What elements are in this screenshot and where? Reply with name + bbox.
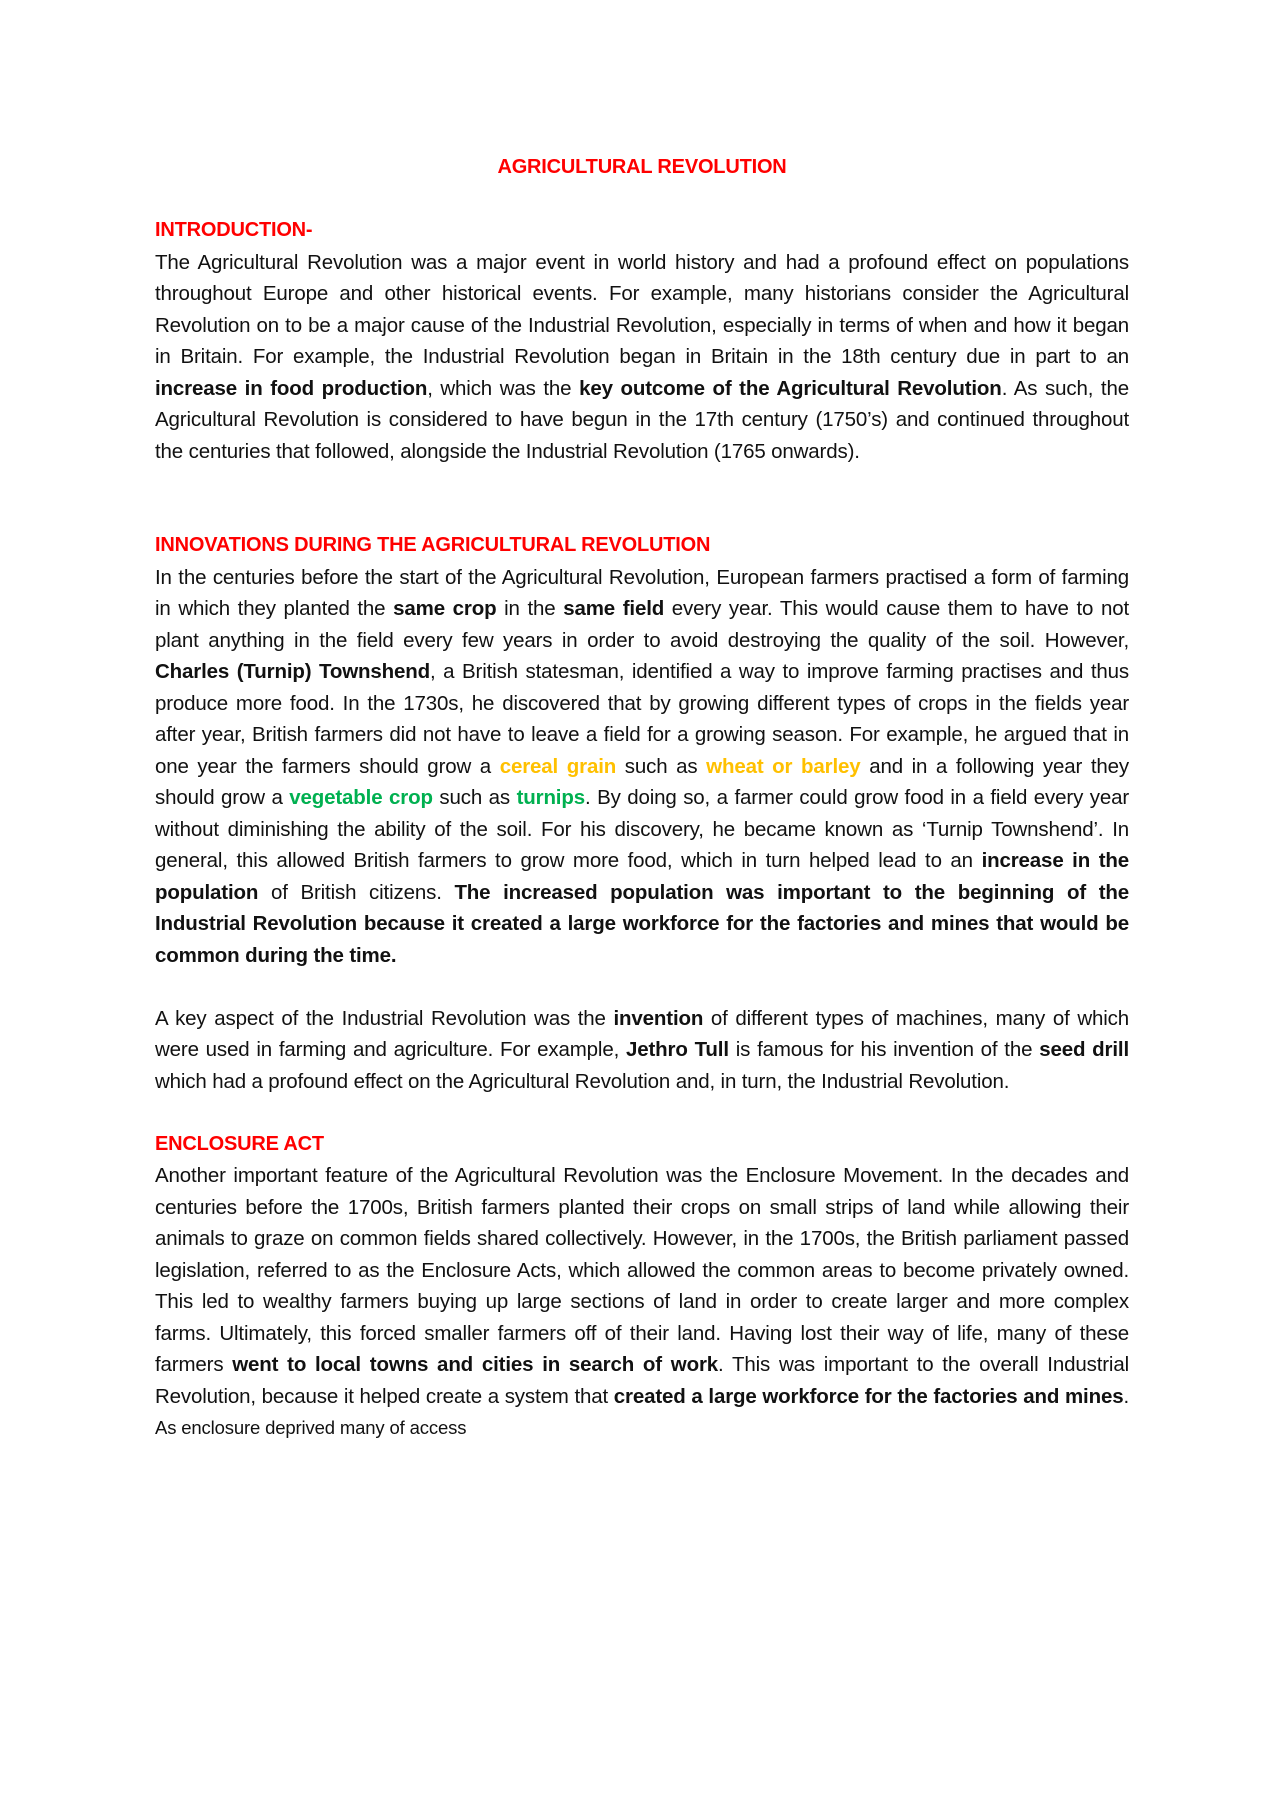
- text-run: in the: [496, 597, 564, 620]
- text-run: , which was the: [427, 376, 580, 400]
- text-run: . By doing so, a farmer could grow food in a field every year without diminishing the ability of the soil. For his discovery, he became known as ‘Turnip Townshend’. In general, this allowed British farmers to grow more food, which in turn helped lead to an: [155, 786, 1129, 872]
- text-run: such as: [432, 786, 517, 809]
- highlight-turnips: turnips: [516, 786, 585, 809]
- bold-text: same field: [563, 597, 665, 620]
- bold-text: went to local towns and cities in search of work: [232, 1353, 719, 1376]
- bold-text: invention: [613, 1006, 704, 1030]
- intro-paragraph: [155, 247, 1129, 468]
- innovations-paragraph-2: [155, 1003, 1129, 1098]
- section-heading-innovations: INNOVATIONS DURING THE AGRICULTURAL REVOLUTION: [155, 534, 711, 556]
- enclosure-paragraph: [155, 1160, 1129, 1444]
- text-run: every year. This would cause them to have to not plant anything in the field every few years in order to avoid destroying the quality of the soil. However,: [155, 597, 1129, 652]
- text-run: of different types of machines, many of which were used in farming and agriculture. For example,: [155, 1006, 1129, 1061]
- text-run: and in a following year they should grow a: [155, 754, 1129, 809]
- text-run: In the centuries before the start of the Agricultural Revolution, European farmers practised a form of farming in which they planted the: [155, 565, 1129, 620]
- bold-text: increase in food production: [155, 376, 428, 400]
- spacer: [155, 971, 1129, 1003]
- text-run: . As such, the Agricultural Revolution is considered to have begun in the 17th century (1750’s) and continued throughout the centuries that followed, alongside the Industrial Revolution (1765 onwards).: [155, 376, 1129, 463]
- text-run: which had a profound effect on the Agricultural Revolution and, in turn, the Industrial Revolution.: [155, 1069, 1010, 1093]
- bold-text: created a large workforce for the factories and mines: [613, 1384, 1124, 1408]
- text-run: , a British statesman, identified a way to improve farming practises and thus produce more food. In the 1730s, he discovered that by growing different types of crops in the fields year after year, British farmers did not have to leave a field for a growing season. For example, he argued that in one year the farmers should grow a: [155, 660, 1129, 778]
- highlight-wheat-or-barley: wheat or barley: [706, 754, 861, 778]
- bold-text: key outcome of the Agricultural Revolution: [579, 376, 1002, 400]
- spacer: [155, 1097, 1129, 1129]
- section-enclosure-act: [155, 1129, 1129, 1444]
- bold-text: Jethro Tull: [625, 1038, 729, 1061]
- bold-text: increase in the population: [155, 849, 1130, 904]
- section-heading-enclosure-act: ENCLOSURE ACT: [155, 1132, 324, 1155]
- text-run-small: As enclosure deprived many of access: [155, 1417, 467, 1438]
- innovations-paragraph-1: [155, 562, 1129, 972]
- spacer: [155, 467, 1129, 530]
- section-innovations: [155, 530, 1129, 1097]
- bold-text: seed drill: [1039, 1038, 1129, 1061]
- section-introduction: [155, 215, 1129, 467]
- highlight-cereal-grain: cereal grain: [499, 754, 617, 778]
- bold-text: Charles (Turnip) Townshend: [155, 660, 431, 683]
- bold-text: The increased population was important to the beginning of the Industrial Revolution because it created a large workforce for the factories and mines that would be common during the time.: [155, 880, 1129, 967]
- text-run: Another important feature of the Agricultural Revolution was the Enclosure Movement. In the decades and centuries before the 1700s, British farmers planted their crops on small strips of land while allowing their animals to graze on common fields shared collectively. However, in the 1700s, the British parliament passed legislation, referred to as the Enclosure Acts, which allowed the common areas to become privately owned. This led to wealthy farmers buying up large sections of land in order to create larger and more complex farms. Ultimately, this forced smaller farmers off of their land. Having lost their way of life, many of these farmers: [155, 1164, 1129, 1376]
- document-title: AGRICULTURAL REVOLUTION: [497, 156, 787, 178]
- highlight-vegetable-crop: vegetable crop: [289, 786, 433, 809]
- text-run: .: [1123, 1384, 1129, 1408]
- text-run: is famous for his invention of the: [728, 1038, 1040, 1061]
- section-heading-introduction: INTRODUCTION-: [155, 219, 313, 241]
- text-run: A key aspect of the Industrial Revolution was the: [155, 1006, 614, 1030]
- text-run: of British citizens.: [258, 880, 455, 904]
- text-run: such as: [616, 754, 707, 778]
- document-page: [155, 152, 1129, 1444]
- text-run: The Agricultural Revolution was a major event in world history and had a profound effect on populations throughout Europe and other historical events. For example, many historians consider the Agricultural Revolution on to be a major cause of the Industrial Revolution, especially in terms of when and how it began in Britain. For example, the Industrial Revolution began in Britain in the 18th century due in part to an: [155, 250, 1129, 368]
- text-run: . This was important to the overall Industrial Revolution, because it helped create a system that: [155, 1353, 1129, 1408]
- bold-text: same crop: [393, 597, 497, 620]
